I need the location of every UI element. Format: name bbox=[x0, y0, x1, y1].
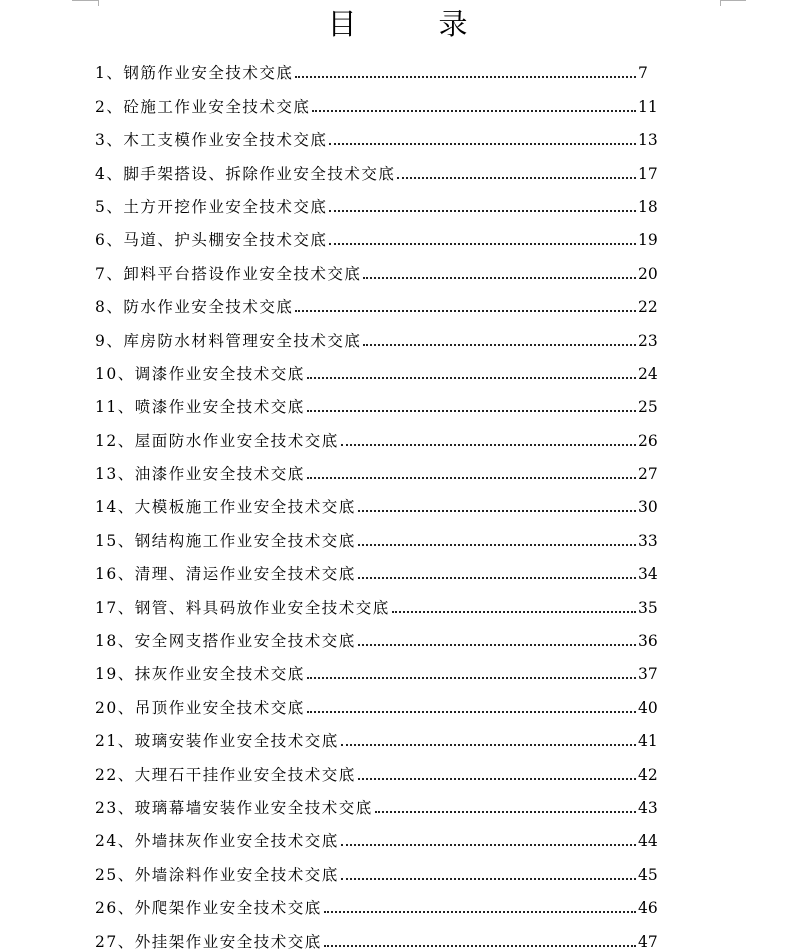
toc-entry-title bbox=[95, 464, 305, 484]
toc-dot-leader bbox=[307, 377, 636, 379]
toc-entry-number: 20、 bbox=[95, 698, 135, 717]
toc-dot-leader bbox=[329, 210, 636, 212]
toc-entry-title bbox=[95, 564, 356, 584]
toc-dot-leader bbox=[397, 177, 636, 179]
toc-entry-page-number: 17 bbox=[638, 164, 658, 183]
toc-entry-10[interactable] bbox=[95, 351, 660, 384]
toc-entry-number: 3、 bbox=[95, 131, 124, 150]
toc-entry-number: 23、 bbox=[95, 798, 135, 817]
toc-entry-text: 卸料平台搭设作业安全技术交底 bbox=[123, 264, 362, 283]
toc-entry-text: 库房防水材料管理安全技术交底 bbox=[123, 331, 362, 350]
toc-entry-text: 外墙抹灰作业安全技术交底 bbox=[134, 832, 339, 851]
toc-entry-text: 木工支模作业安全技术交底 bbox=[123, 131, 328, 150]
toc-entry-text: 砼施工作业安全技术交底 bbox=[123, 97, 311, 116]
toc-dot-leader bbox=[392, 611, 636, 613]
toc-dot-leader bbox=[341, 878, 636, 880]
toc-entry-page-number: 40 bbox=[638, 698, 658, 717]
toc-entry-number: 15、 bbox=[95, 531, 135, 550]
toc-entry-page-number: 43 bbox=[638, 798, 658, 817]
toc-entry-number: 5、 bbox=[95, 197, 124, 216]
toc-entry-text: 马道、护头棚安全技术交底 bbox=[123, 231, 328, 250]
toc-entry-title bbox=[95, 497, 356, 517]
toc-entry-title bbox=[95, 97, 310, 117]
toc-dot-leader bbox=[358, 644, 636, 646]
toc-entry-17[interactable] bbox=[95, 584, 660, 617]
toc-dot-leader bbox=[295, 76, 636, 78]
toc-entry-title bbox=[95, 364, 305, 384]
toc-entry-24[interactable] bbox=[95, 818, 660, 851]
toc-entry-23[interactable] bbox=[95, 785, 660, 818]
toc-entry-text: 脚手架搭设、拆除作业安全技术交底 bbox=[123, 164, 396, 183]
toc-entry-number: 25、 bbox=[95, 865, 135, 884]
toc-entry-title bbox=[95, 297, 293, 317]
toc-entry-number: 22、 bbox=[95, 765, 135, 784]
toc-entry-title bbox=[95, 397, 305, 417]
toc-entry-page-number: 20 bbox=[638, 264, 658, 283]
toc-entry-page-number: 36 bbox=[638, 632, 658, 651]
toc-entry-2[interactable] bbox=[95, 83, 660, 116]
toc-entry-text: 钢结构施工作业安全技术交底 bbox=[134, 531, 356, 550]
toc-entry-9[interactable] bbox=[95, 317, 660, 350]
toc-entry-title bbox=[95, 63, 293, 83]
toc-entry-title bbox=[95, 698, 305, 718]
toc-entry-text: 外墙涂料作业安全技术交底 bbox=[134, 865, 339, 884]
toc-entry-number: 17、 bbox=[95, 598, 135, 617]
toc-entry-number: 4、 bbox=[95, 164, 124, 183]
toc-entry-title bbox=[95, 798, 373, 818]
toc-entry-title bbox=[95, 865, 339, 885]
toc-entry-1[interactable] bbox=[95, 50, 660, 83]
toc-entry-number: 16、 bbox=[95, 565, 135, 584]
toc-entry-title bbox=[95, 431, 339, 451]
toc-entry-page-number: 24 bbox=[638, 364, 658, 383]
toc-entry-19[interactable] bbox=[95, 651, 660, 684]
toc-entry-text: 吊顶作业安全技术交底 bbox=[134, 698, 305, 717]
toc-entry-25[interactable] bbox=[95, 851, 660, 884]
toc-entry-text: 大理石干挂作业安全技术交底 bbox=[134, 765, 356, 784]
toc-dot-leader bbox=[358, 544, 636, 546]
toc-entry-number: 27、 bbox=[95, 932, 135, 951]
toc-entry-text: 外爬架作业安全技术交底 bbox=[134, 899, 322, 918]
toc-entry-page-number: 37 bbox=[638, 665, 658, 684]
toc-entry-title bbox=[95, 531, 356, 551]
toc-entry-title bbox=[95, 230, 327, 250]
toc-dot-leader bbox=[341, 844, 636, 846]
toc-entry-4[interactable] bbox=[95, 150, 660, 183]
table-of-contents bbox=[95, 50, 660, 952]
toc-entry-page-number: 22 bbox=[638, 298, 658, 317]
toc-entry-page-number: 33 bbox=[638, 531, 658, 550]
toc-dot-leader bbox=[307, 711, 636, 713]
toc-entry-number: 18、 bbox=[95, 632, 135, 651]
toc-entry-title bbox=[95, 898, 322, 918]
toc-entry-page-number: 11 bbox=[638, 97, 658, 116]
toc-entry-page-number: 41 bbox=[638, 732, 658, 751]
toc-entry-26[interactable] bbox=[95, 885, 660, 918]
page-title bbox=[0, 4, 795, 44]
toc-entry-page-number: 19 bbox=[638, 231, 658, 250]
toc-entry-15[interactable] bbox=[95, 517, 660, 550]
toc-entry-page-number: 45 bbox=[638, 865, 658, 884]
toc-entry-title bbox=[95, 664, 305, 684]
toc-dot-leader bbox=[363, 277, 636, 279]
toc-dot-leader bbox=[295, 310, 636, 312]
toc-entry-text: 屋面防水作业安全技术交底 bbox=[134, 431, 339, 450]
toc-dot-leader bbox=[324, 945, 636, 947]
toc-entry-title bbox=[95, 598, 390, 618]
toc-entry-text: 安全网支搭作业安全技术交底 bbox=[134, 632, 356, 651]
toc-dot-leader bbox=[329, 243, 636, 245]
toc-entry-page-number: 35 bbox=[638, 598, 658, 617]
toc-entry-14[interactable] bbox=[95, 484, 660, 517]
toc-dot-leader bbox=[307, 677, 636, 679]
toc-entry-text: 大模板施工作业安全技术交底 bbox=[134, 498, 356, 517]
title-char-2: 录 bbox=[438, 7, 468, 41]
toc-entry-18[interactable] bbox=[95, 618, 660, 651]
toc-entry-12[interactable] bbox=[95, 417, 660, 450]
toc-entry-text: 土方开挖作业安全技术交底 bbox=[123, 197, 328, 216]
toc-entry-page-number: 7 bbox=[638, 64, 648, 83]
margin-mark-top-right bbox=[720, 0, 746, 1]
toc-entry-title bbox=[95, 731, 339, 751]
toc-entry-number: 10、 bbox=[95, 364, 135, 383]
toc-entry-title bbox=[95, 765, 356, 785]
toc-entry-number: 11、 bbox=[95, 398, 135, 417]
toc-entry-title bbox=[95, 631, 356, 651]
toc-entry-number: 14、 bbox=[95, 498, 135, 517]
toc-entry-text: 钢筋作业安全技术交底 bbox=[123, 64, 294, 83]
toc-dot-leader bbox=[358, 577, 636, 579]
toc-entry-page-number: 46 bbox=[638, 899, 658, 918]
toc-entry-page-number: 30 bbox=[638, 498, 658, 517]
toc-entry-page-number: 44 bbox=[638, 832, 658, 851]
toc-dot-leader bbox=[324, 911, 636, 913]
margin-mark-top-left bbox=[72, 0, 98, 1]
toc-entry-page-number: 27 bbox=[638, 465, 658, 484]
toc-entry-title bbox=[95, 130, 327, 150]
toc-dot-leader bbox=[375, 811, 636, 813]
toc-entry-3[interactable] bbox=[95, 117, 660, 150]
toc-entry-text: 喷漆作业安全技术交底 bbox=[134, 398, 305, 417]
toc-entry-page-number: 25 bbox=[638, 398, 658, 417]
toc-entry-title bbox=[95, 831, 339, 851]
toc-entry-number: 19、 bbox=[95, 665, 135, 684]
toc-dot-leader bbox=[307, 477, 636, 479]
toc-entry-page-number: 26 bbox=[638, 431, 658, 450]
toc-entry-27[interactable] bbox=[95, 918, 660, 951]
toc-entry-number: 2、 bbox=[95, 97, 124, 116]
toc-entry-text: 油漆作业安全技术交底 bbox=[134, 465, 305, 484]
toc-entry-8[interactable] bbox=[95, 284, 660, 317]
toc-dot-leader bbox=[363, 344, 636, 346]
toc-entry-20[interactable] bbox=[95, 684, 660, 717]
toc-entry-page-number: 34 bbox=[638, 565, 658, 584]
toc-entry-number: 12、 bbox=[95, 431, 135, 450]
toc-dot-leader bbox=[307, 410, 636, 412]
toc-entry-text: 清理、清运作业安全技术交底 bbox=[134, 565, 356, 584]
toc-entry-13[interactable] bbox=[95, 451, 660, 484]
toc-dot-leader bbox=[329, 143, 636, 145]
toc-entry-number: 8、 bbox=[95, 298, 124, 317]
toc-entry-number: 1、 bbox=[95, 64, 124, 83]
toc-entry-text: 玻璃安装作业安全技术交底 bbox=[134, 732, 339, 751]
toc-entry-text: 钢管、料具码放作业安全技术交底 bbox=[134, 598, 390, 617]
toc-entry-16[interactable] bbox=[95, 551, 660, 584]
title-char-1: 目 bbox=[327, 7, 357, 41]
toc-entry-7[interactable] bbox=[95, 250, 660, 283]
toc-dot-leader bbox=[341, 744, 636, 746]
toc-entry-number: 7、 bbox=[95, 264, 124, 283]
toc-entry-text: 外挂架作业安全技术交底 bbox=[134, 932, 322, 951]
toc-entry-22[interactable] bbox=[95, 751, 660, 784]
toc-entry-6[interactable] bbox=[95, 217, 660, 250]
toc-entry-title bbox=[95, 331, 361, 351]
toc-entry-number: 24、 bbox=[95, 832, 135, 851]
toc-entry-text: 防水作业安全技术交底 bbox=[123, 298, 294, 317]
toc-entry-title bbox=[95, 197, 327, 217]
toc-entry-number: 6、 bbox=[95, 231, 124, 250]
toc-entry-page-number: 47 bbox=[638, 932, 658, 951]
toc-dot-leader bbox=[341, 444, 636, 446]
toc-entry-page-number: 13 bbox=[638, 131, 658, 150]
toc-entry-number: 26、 bbox=[95, 899, 135, 918]
toc-entry-21[interactable] bbox=[95, 718, 660, 751]
toc-dot-leader bbox=[358, 778, 636, 780]
toc-entry-title bbox=[95, 164, 395, 184]
toc-entry-number: 21、 bbox=[95, 732, 135, 751]
toc-entry-5[interactable] bbox=[95, 184, 660, 217]
toc-entry-page-number: 18 bbox=[638, 197, 658, 216]
toc-entry-title bbox=[95, 264, 361, 284]
toc-entry-text: 抹灰作业安全技术交底 bbox=[134, 665, 305, 684]
toc-entry-number: 9、 bbox=[95, 331, 124, 350]
toc-dot-leader bbox=[312, 110, 636, 112]
toc-dot-leader bbox=[358, 510, 636, 512]
toc-entry-page-number: 42 bbox=[638, 765, 658, 784]
toc-entry-page-number: 23 bbox=[638, 331, 658, 350]
toc-entry-number: 13、 bbox=[95, 465, 135, 484]
toc-entry-text: 调漆作业安全技术交底 bbox=[134, 364, 305, 383]
toc-entry-text: 玻璃幕墙安装作业安全技术交底 bbox=[134, 798, 373, 817]
toc-entry-11[interactable] bbox=[95, 384, 660, 417]
